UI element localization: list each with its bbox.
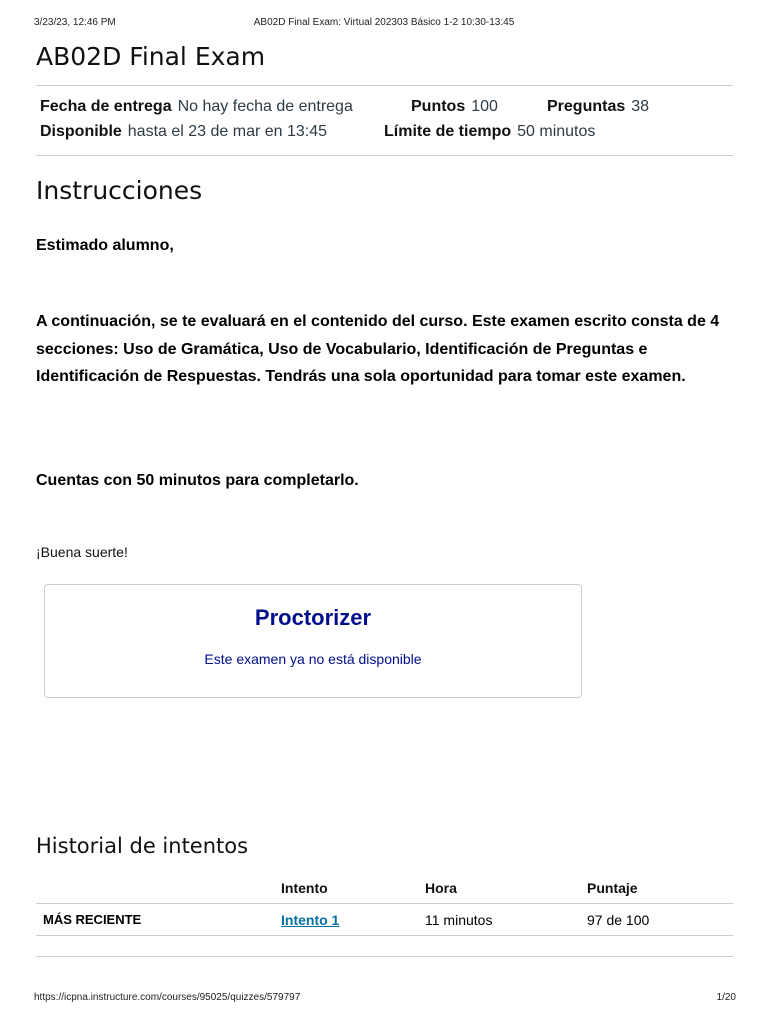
available-detail — [40, 123, 327, 141]
instructions-heading: Instrucciones — [36, 176, 203, 205]
proctorizer-panel — [44, 584, 582, 698]
print-page-number: 1/20 — [716, 992, 736, 1003]
print-header — [34, 17, 734, 31]
table-row — [36, 904, 733, 936]
points-label: Puntos — [411, 98, 466, 115]
print-url: https://icpna.instructure.com/courses/95025/quizzes/579797 — [34, 992, 301, 1003]
print-footer — [34, 992, 736, 1006]
time-limit-detail — [384, 123, 595, 141]
column-header-time: Hora — [425, 880, 457, 896]
print-page-title: AB02D Final Exam: Virtual 202303 Básico 1-2 10:30-13:45 — [253, 17, 515, 28]
available-label: Disponible — [40, 123, 122, 140]
attempt-history-heading: Historial de intentos — [36, 834, 249, 858]
divider — [36, 155, 733, 156]
column-header-attempt: Intento — [281, 880, 328, 896]
instructions-greeting: Estimado alumno, — [36, 237, 174, 254]
divider — [36, 956, 733, 957]
attempt-1-link[interactable]: Intento 1 — [281, 912, 340, 928]
column-header-score: Puntaje — [587, 880, 638, 896]
print-datetime: 3/23/23, 12:46 PM — [34, 17, 116, 28]
due-date-detail — [40, 98, 353, 116]
attempt-history-table — [36, 872, 733, 936]
divider — [36, 85, 733, 86]
attempt-time: 11 minutos — [425, 912, 493, 928]
quiz-title: AB02D Final Exam — [36, 42, 266, 71]
time-limit-value: 50 minutos — [517, 123, 596, 140]
points-value: 100 — [471, 98, 498, 115]
proctorizer-message: Este examen ya no está disponible — [204, 651, 422, 667]
most-recent-label: MÁS RECIENTE — [43, 912, 142, 927]
proctorizer-title: Proctorizer — [254, 605, 372, 630]
points-detail — [411, 98, 498, 116]
attempt-score: 97 de 100 — [587, 912, 650, 928]
time-limit-label: Límite de tiempo — [384, 123, 512, 140]
available-value: hasta el 23 de mar en 13:45 — [127, 123, 328, 140]
due-date-label: Fecha de entrega — [40, 98, 172, 115]
questions-detail — [547, 98, 649, 116]
instructions-body: A continuación, se te evaluará en el contenido del curso. Este examen escrito consta de 4 secciones: Uso de Gramática, Uso de Vocabulario, Identificación de Preguntas e Identificación de Respuestas. Tendrás una sola oportunidad para tomar este examen. — [36, 313, 720, 385]
instructions-good-luck: ¡Buena suerte! — [36, 544, 128, 560]
questions-value: 38 — [631, 98, 650, 115]
table-header-row — [36, 872, 733, 904]
questions-label: Preguntas — [547, 98, 626, 115]
instructions-time-note: Cuentas con 50 minutos para completarlo. — [36, 472, 359, 489]
due-date-value: No hay fecha de entrega — [177, 98, 353, 115]
